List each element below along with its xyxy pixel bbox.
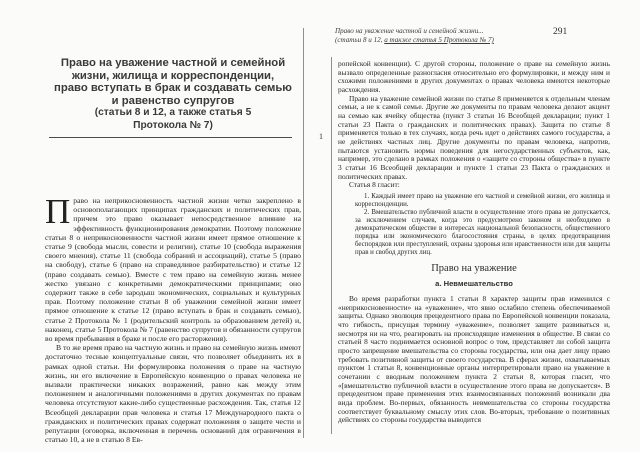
chapter-title-line-1: Право на уважение частной и семейной xyxy=(60,57,286,69)
paragraph: В то же время право на частную жизнь и право на семейную жизнь имеют достаточно тесные концептуальные связи, что позволяет объединить их в рамках одной статьи. Ни формулировка положения о праве на частную жизнь, ни его включение в Европейскую конвенцию о правах человека не вызвали практически никаких возражений, равно как между этим положением и аналогичными положениями в других документах по правам человека отсутствуют какие-либо существенные расхождения. Так, статья 12 Всеобщей декларации прав человека и статья 17 Международного пакта о гражданских и политических правах содержат положения о защите чести и репутации (оговорка, включенная в перечень оснований для ограничения в статью 10, а не в статью 8 Ев- xyxy=(45,343,301,445)
running-header xyxy=(335,27,595,45)
chapter-title-line-2: жизни, жилища и корреспонденции, xyxy=(71,69,275,82)
page-number: 291 xyxy=(553,27,568,37)
chapter-subtitle-line-2: Протокола № 7) xyxy=(133,119,213,131)
drop-cap: П xyxy=(45,192,71,231)
title-rule xyxy=(49,137,292,138)
margin-number: 1 xyxy=(319,132,323,141)
gutter-rule xyxy=(303,28,304,438)
running-header-line-1: Право на уважение частной и семейной жизни... xyxy=(335,27,484,35)
running-header-text xyxy=(335,27,535,45)
section-heading: Право на уважение xyxy=(431,262,517,274)
paragraph-continuation: ропейской конвенции). С другой стороны, положение о праве на семейную жизнь вызвало определенные разногласия относительно его формулировки, и между ним и схожими положениями в других документах о правах человека имеются некоторые расхождения. xyxy=(338,59,610,94)
left-page xyxy=(45,0,301,452)
article-8-clause-1: 1. Каждый имеет право на уважение его частной и семейной жизни, его жилища и корреспонденции. xyxy=(355,192,610,208)
chapter-subtitle-line-1: (статьи 8 и 12, а также статья 5 xyxy=(94,107,252,119)
running-header-line-2 xyxy=(335,36,535,45)
margin-rule xyxy=(331,57,332,434)
chapter-title-block xyxy=(45,57,301,132)
paragraph-with-dropcap xyxy=(45,192,301,344)
article-intro: Статья 8 гласит: xyxy=(349,180,400,190)
paragraph: Во время разработки пункта 1 статьи 8 характер защиты прав изменился с «неприкосновенности» на «уважение», что явно ослабило степень обеспечиваемой защиты. Однако эволюция прецедентного права по Европейской конвенции показала, что гибкость, присущая термину «уважение», позволяет защите развиваться и, несмотря ни на что, реагировать на происходящие изменения в обществе. В связи со статьей 8 часто поднимается основной вопрос о том, представляет ли собой защита просто запрещение вмешательства со стороны государства, или она дает лицу право требовать позитивной защиты от своего государства. В сферах жизни, охватываемых пунктом 1 статьи 8, конвенционные органы интерпретировали право на уважение в сочетании с вводным положением пункта 2 статьи 8, которая гласит, что «[вмешательство публичной власти в осуществление этого права не допускается». В прецедентном праве применения этих взаимосвязанных положений возникали два вида проблем. Во-первых, обязанность невмешательства со стороны государства соответствует буквальному смыслу этих слов. Во-вторых, требование о позитивных действиях со стороны государства выводится xyxy=(338,294,610,425)
right-page-body xyxy=(338,60,610,425)
right-page xyxy=(335,0,610,452)
chapter-title-line-3: право вступать в брак и создавать семью xyxy=(54,82,292,95)
running-header-line-2-underlined: а также статья 5 Протокола № 7) xyxy=(384,35,494,44)
paragraph-text: раво на неприкосновенность частной жизни четко закреплено в основополагающих принципах гражданских и политических прав, причем это право оказывает непосредственное влияние на эффективность функционирования демократии. Поэтому положение статьи 8 о неприкосновенности частной жизни имеет прямое отношение к статье 9 (свобода мысли, совести и религии), статье 10 (свобода выражения своего мнения), статье 11 (свобода собраний и ассоциаций), статье 5 (право на свободу), статье 6 (право на справедливое разбирательство) и статье 12 (право создавать семью). Вместе с тем право на семейную жизнь менее жестко увязано с конкретными демократическими принципами; оно содержит также в себе зародыш экономических, социальных и культурных прав. Поэтому положение статьи 8 об уважении семейной жизни имеет прямое отношение к статье 12 (право вступать в брак и создавать семью), статье 2 Протокола № 1 (родительский контроль за образованием детей) и, наконец, статье 5 Протокола № 7 (равенство супругов и обязанности супругов во время пребывания в браке и после его расторжения). xyxy=(45,196,301,344)
left-page-body xyxy=(45,192,301,445)
subsection-heading: а. Невмешательство xyxy=(435,278,513,288)
running-header-line-2-prefix: (статьи 8 и 12, xyxy=(335,35,385,44)
article-8-quote xyxy=(355,193,610,257)
chapter-title-line-4: и равенство супругов xyxy=(111,94,235,107)
paragraph: Право на уважение семейной жизни по статье 8 применяется к отдельным членам семьи, а не к самой семье. Другие же документы по правам человека делают акцент на семью как ячейку общества (пункт 3 статьи 16 Всеобщей декларации; пункт 1 статьи 23 Пакта о гражданских и политических правах). Защита по статье 8 применяется только в тех случаях, когда речь идет о действиях самого государства, а не действиях частных лиц. Другие документы по правам человека, напротив, пытаются установить нормы поведения для негосударственных субъектов, как, например, это сделано в рамках положения о «защите со стороны общества» в пункте 3 статьи 16 Всеобщей декларации и пункте 1 статьи 23 Пакта о гражданских и политических правах. xyxy=(338,93,610,181)
article-8-clause-2: 2. Вмешательство публичной власти в осуществление этого права не допускается, за исключением случаев, когда это предусмотрено законом и необходимо в демократическом обществе в интересах национальной безопасности, общественного порядка или экономического благосостояния страны, в целях предотвращения беспорядков или преступлений, охраны здоровья или нравственности или для защиты прав и свобод других лиц. xyxy=(355,208,610,256)
